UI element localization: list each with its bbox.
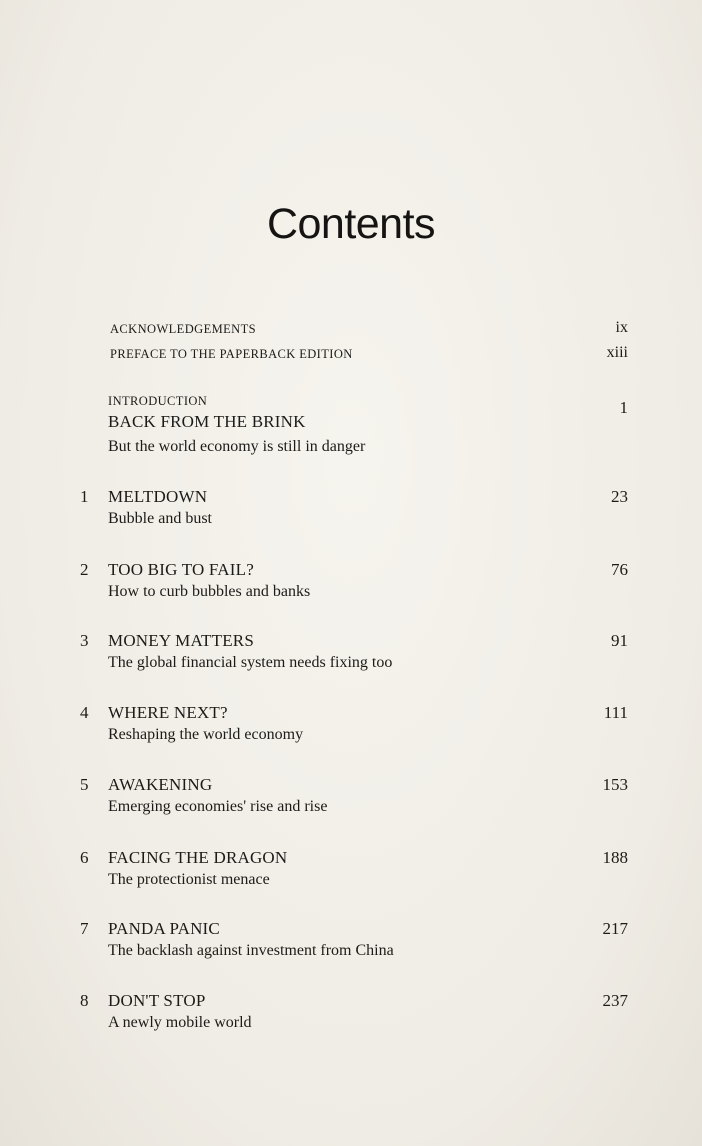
chapter-number: 4 — [80, 703, 89, 722]
chapter-number: 1 — [80, 487, 89, 506]
entry-label: INTRODUCTION — [108, 394, 208, 408]
chapter-page: 91 — [611, 631, 628, 650]
chapter-page: 111 — [603, 703, 628, 722]
chapter-heading: MELTDOWN — [108, 487, 208, 506]
chapter-page: 153 — [602, 775, 628, 794]
chapter-number: 3 — [80, 631, 89, 650]
chapter-page: 188 — [602, 848, 628, 867]
chapter-heading: DON'T STOP — [108, 991, 206, 1010]
entry-page: 1 — [619, 398, 628, 417]
chapter-subtitle: The protectionist menace — [108, 871, 270, 888]
chapter-subtitle: The backlash against investment from China — [108, 942, 394, 959]
chapter-heading: AWAKENING — [108, 775, 213, 794]
chapter-number: 2 — [80, 560, 89, 579]
chapter-page: 76 — [611, 560, 628, 579]
chapter-subtitle: Reshaping the world economy — [108, 726, 304, 743]
chapter-page: 217 — [602, 919, 628, 938]
chapter-heading: WHERE NEXT? — [108, 703, 228, 722]
chapter-page: 23 — [611, 487, 628, 506]
entry-heading: BACK FROM THE BRINK — [108, 412, 306, 431]
chapter-subtitle: A newly mobile world — [108, 1014, 252, 1031]
chapter-number: 8 — [80, 991, 89, 1010]
front-matter-acknowledgements — [110, 319, 628, 337]
chapter-subtitle: How to curb bubbles and banks — [108, 583, 311, 600]
front-matter-page: ix — [615, 319, 628, 336]
chapter-page: 237 — [602, 991, 628, 1010]
page-title: Contents — [266, 200, 436, 248]
front-matter-page: xiii — [606, 344, 628, 361]
entry-subtitle: But the world economy is still in danger — [108, 438, 366, 455]
chapter-heading: FACING THE DRAGON — [108, 848, 288, 867]
chapter-heading: MONEY MATTERS — [108, 631, 255, 650]
chapter-heading: PANDA PANIC — [108, 919, 220, 938]
front-matter-preface — [110, 344, 628, 362]
chapter-heading: TOO BIG TO FAIL? — [108, 560, 254, 579]
chapter-number: 6 — [80, 848, 89, 867]
chapter-subtitle: Bubble and bust — [108, 510, 212, 527]
front-matter-label: ACKNOWLEDGEMENTS — [110, 322, 256, 336]
chapter-subtitle: Emerging economies' rise and rise — [108, 798, 328, 815]
chapter-number: 7 — [80, 919, 89, 938]
front-matter-label: PREFACE TO THE PAPERBACK EDITION — [110, 347, 353, 361]
chapter-number: 5 — [80, 775, 89, 794]
chapter-subtitle: The global financial system needs fixing too — [108, 654, 393, 671]
